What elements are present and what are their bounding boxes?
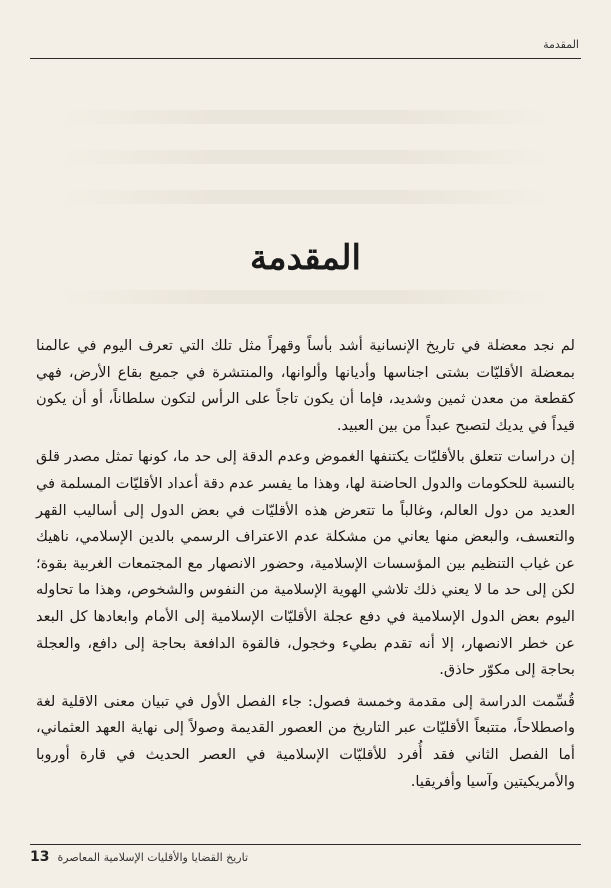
body-text	[36, 333, 575, 800]
page-number: 13	[30, 849, 50, 865]
footer-rule	[30, 844, 581, 845]
footer	[30, 849, 581, 865]
running-head: المقدمة	[543, 38, 579, 51]
show-through-text	[60, 110, 551, 124]
book-title: تاريخ القضايا والأقليات الإسلامية المعاصرة	[57, 850, 249, 864]
show-through-text	[60, 150, 551, 164]
paragraph: إن دراسات تتعلق بالأقليّات يكتنفها الغموض وعدم الدقة إلى حد ما، كونها تمثل مصدر قلق بالنسبة للحكومات والدول الحاضنة لها، وهذا ما يفسر عدم دقة أعداد الأقليّات المسلمة في العديد من دول العالم، وغالباً ما تتعرض هذه الأقليّات في بعض الدول إلى أساليب القهر والتعسف، والبعض منها يعاني من مشكلة عدم الاعتراف الرسمي بالدين الإسلامي، ناهيك عن غياب التنظيم بين المؤسسات الإسلامية، وحضور الانصهار مع المجتمعات الغربية بقوة؛ لكن إلى حد ما لا يعني ذلك تلاشي الهوية الإسلامية من النفوس والشخوص، وهذا ما تحاوله اليوم بعض الدول الإسلامية في دفع عجلة الأقليّات الإسلامية إلى الأمام وابعادها كل البعد عن خطر الانصهار، إلا أنه تقدم بطيء وخجول، فالقوة الدافعة بحاجة إلى دافع، والعجلة بحاجة إلى مكوّر حاذق.	[36, 448, 575, 679]
show-through-text	[60, 190, 551, 204]
paragraph: قُسِّمت الدراسة إلى مقدمة وخمسة فصول: جاء الفصل الأول في تبيان معنى الاقلية لغة واصطلاحاً، متتبعاً الأقليّات عبر التاريخ من العصور القديمة وصولاً إلى نهاية العهد العثماني، أما الفصل الثاني فقد أُفرد للأقليّات الإسلامية في العصر الحديث في قارة أوروبا والأمريكيتين وآسيا وأفريقيا.	[36, 692, 575, 790]
chapter-title: المقدمة	[250, 238, 361, 278]
header-rule	[30, 58, 581, 59]
paragraph: لم نجد معضلة في تاريخ الإنسانية أشد بأساً وقهراً مثل تلك التي تعرف اليوم في عالمنا بمعضلة الأقليّات بشتى اجناسها وأديانها وألوانها، والمنتشرة في جميع بقاع الأرض، فهي كقطعة من معدن ثمين وشديد، فإما أن يكون تاجاً على الرأس لتكون سلطاناً، أو أن يكون قيداً في يديك لتصبح عبداً من بين العبيد.	[36, 337, 575, 434]
show-through-text	[60, 290, 551, 304]
